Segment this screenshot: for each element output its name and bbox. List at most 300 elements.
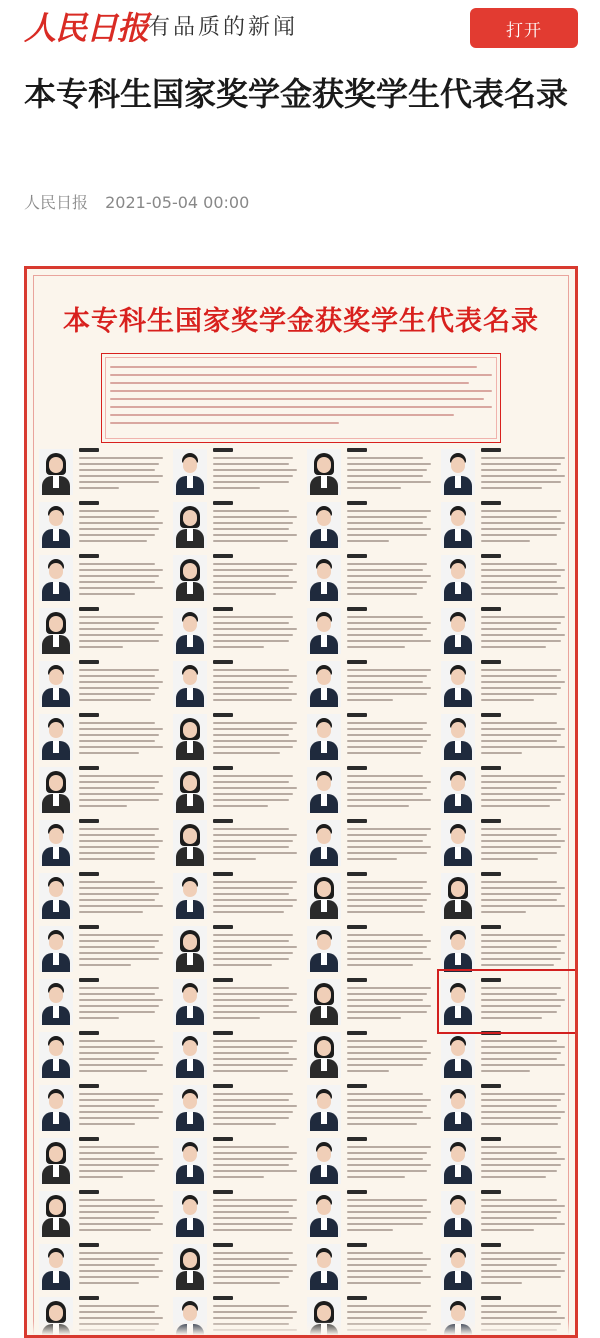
student-card	[37, 551, 171, 604]
student-card	[439, 1134, 573, 1187]
student-bio-line	[481, 1170, 557, 1172]
student-bio-line	[213, 528, 289, 530]
student-card	[37, 975, 171, 1028]
student-bio-line	[347, 516, 427, 518]
student-bio-line	[79, 952, 163, 954]
student-bio-line	[347, 746, 423, 748]
student-bio-line	[481, 787, 557, 789]
open-app-button[interactable]: 打开	[470, 8, 578, 48]
student-bio-line	[347, 752, 421, 754]
student-bio-line	[213, 740, 297, 742]
student-bio-line	[213, 999, 293, 1001]
student-name-mark	[347, 554, 367, 558]
student-bio-line	[79, 1217, 155, 1219]
student-bio-line	[347, 1317, 423, 1319]
student-bio-line	[213, 993, 297, 995]
student-bio-line	[347, 540, 389, 542]
student-bio-line	[213, 1217, 297, 1219]
student-bio-line	[213, 828, 289, 830]
student-bio-line	[213, 793, 293, 795]
student-bio-line	[213, 640, 289, 642]
student-bio-line	[481, 1040, 557, 1042]
student-bio-line	[79, 540, 147, 542]
student-bio-line	[481, 964, 554, 966]
student-bio-line	[79, 1058, 155, 1060]
student-bio-line	[347, 575, 431, 577]
student-bio-line	[213, 1070, 288, 1072]
student-bio-line	[213, 1252, 293, 1254]
student-photo	[39, 820, 73, 866]
student-photo	[173, 926, 207, 972]
student-bio-line	[347, 1276, 431, 1278]
student-photo	[173, 1032, 207, 1078]
student-bio-line	[347, 1252, 423, 1254]
student-bio-line	[213, 646, 264, 648]
student-bio-line	[481, 457, 565, 459]
student-bio-line	[481, 1093, 565, 1095]
student-bio-line	[347, 1199, 427, 1201]
student-card	[37, 1240, 171, 1293]
student-bio-line	[213, 1211, 289, 1213]
student-bio-line	[213, 1170, 297, 1172]
student-name-mark	[79, 1190, 99, 1194]
student-bio-line	[347, 1152, 427, 1154]
student-name-mark	[347, 1243, 367, 1247]
student-bio-line	[347, 781, 431, 783]
student-bio-line	[213, 581, 297, 583]
student-bio-line	[347, 728, 423, 730]
student-card	[171, 869, 305, 922]
student-photo	[39, 1191, 73, 1237]
student-bio-line	[347, 1005, 431, 1007]
student-name-mark	[213, 1137, 233, 1141]
student-card	[171, 657, 305, 710]
student-bio-line	[481, 722, 557, 724]
student-name-mark	[347, 713, 367, 717]
student-bio-line	[347, 805, 409, 807]
student-bio-line	[481, 1176, 546, 1178]
student-bio-line	[347, 1123, 417, 1125]
student-name-mark	[79, 872, 99, 876]
student-card	[37, 1134, 171, 1187]
student-bio-line	[481, 569, 565, 571]
student-name-mark	[347, 766, 367, 770]
student-bio-line	[79, 911, 143, 913]
intro-text-line	[110, 422, 339, 424]
student-name-mark	[79, 1243, 99, 1247]
student-bio-line	[213, 781, 289, 783]
student-bio-line	[213, 540, 288, 542]
student-bio-line	[79, 899, 155, 901]
student-card	[171, 763, 305, 816]
student-bio-line	[213, 934, 293, 936]
student-bio-line	[481, 616, 565, 618]
student-bio-line	[79, 1176, 123, 1178]
student-bio-line	[79, 681, 163, 683]
student-bio-line	[481, 693, 557, 695]
student-card	[439, 657, 573, 710]
student-bio-line	[79, 1146, 159, 1148]
student-bio-line	[213, 681, 293, 683]
student-card	[439, 1028, 573, 1081]
student-bio-line	[347, 1264, 427, 1266]
student-bio-line	[481, 840, 565, 842]
student-bio-line	[347, 840, 423, 842]
student-bio-line	[79, 805, 127, 807]
student-bio-line	[347, 687, 431, 689]
student-name-mark	[347, 978, 367, 982]
student-bio-line	[79, 1252, 163, 1254]
student-bio-line	[213, 1164, 289, 1166]
student-bio-line	[347, 1282, 421, 1284]
student-name-mark	[481, 872, 501, 876]
student-bio-line	[481, 740, 557, 742]
student-card	[305, 1028, 439, 1081]
student-bio-line	[347, 887, 423, 889]
student-photo	[39, 661, 73, 707]
student-name-mark	[213, 1084, 233, 1088]
student-bio-line	[481, 1264, 557, 1266]
student-card	[171, 710, 305, 763]
student-photo	[173, 1085, 207, 1131]
student-bio-line	[79, 622, 159, 624]
student-bio-line	[347, 1011, 427, 1013]
student-name-mark	[213, 713, 233, 717]
student-photo	[173, 873, 207, 919]
student-bio-line	[213, 463, 289, 465]
student-bio-line	[347, 675, 427, 677]
student-bio-line	[347, 934, 423, 936]
student-photo	[39, 1244, 73, 1290]
student-bio-line	[213, 1040, 297, 1042]
student-bio-line	[481, 699, 534, 701]
student-bio-line	[213, 699, 292, 701]
student-bio-line	[213, 1017, 260, 1019]
student-photo	[441, 661, 475, 707]
student-photo	[39, 502, 73, 548]
student-bio-line	[347, 958, 431, 960]
student-bio-line	[481, 1335, 550, 1337]
student-bio-line	[347, 881, 427, 883]
student-bio-line	[481, 581, 557, 583]
student-bio-line	[79, 905, 163, 907]
student-card	[305, 1187, 439, 1240]
student-photo	[307, 926, 341, 972]
student-photo	[39, 1138, 73, 1184]
student-bio-line	[79, 1211, 159, 1213]
student-name-mark	[79, 1137, 99, 1141]
article-source: 人民日报	[24, 193, 89, 212]
student-photo	[307, 1191, 341, 1237]
student-bio-line	[213, 669, 289, 671]
student-bio-line	[347, 734, 431, 736]
student-bio-line	[213, 1093, 293, 1095]
student-bio-line	[347, 563, 427, 565]
student-bio-line	[79, 516, 155, 518]
student-bio-line	[481, 1164, 561, 1166]
student-bio-line	[481, 893, 561, 895]
student-photo	[307, 1085, 341, 1131]
student-bio-line	[347, 787, 427, 789]
top-bar	[0, 0, 600, 56]
student-bio-line	[347, 946, 427, 948]
student-bio-line	[347, 964, 413, 966]
student-bio-line	[79, 1276, 159, 1278]
student-bio-line	[79, 1046, 163, 1048]
student-bio-line	[213, 487, 260, 489]
student-name-mark	[213, 607, 233, 611]
student-bio-line	[79, 687, 159, 689]
student-bio-line	[213, 1176, 264, 1178]
student-photo	[307, 608, 341, 654]
student-card	[439, 551, 573, 604]
student-bio-line	[347, 463, 431, 465]
student-name-mark	[481, 1137, 501, 1141]
student-name-mark	[347, 925, 367, 929]
student-bio-line	[481, 1205, 565, 1207]
student-bio-line	[481, 1052, 561, 1054]
student-bio-line	[79, 1199, 155, 1201]
student-bio-line	[79, 1170, 155, 1172]
student-bio-line	[347, 1311, 427, 1313]
student-bio-line	[213, 1146, 289, 1148]
student-bio-line	[79, 646, 123, 648]
student-bio-line	[79, 1205, 163, 1207]
student-photo	[307, 820, 341, 866]
student-bio-line	[481, 669, 561, 671]
student-card	[439, 498, 573, 551]
student-photo	[441, 1191, 475, 1237]
student-bio-line	[347, 522, 423, 524]
student-bio-line	[481, 1152, 557, 1154]
student-card	[305, 710, 439, 763]
student-bio-line	[347, 775, 423, 777]
student-bio-line	[347, 858, 397, 860]
student-photo	[307, 1138, 341, 1184]
student-photo	[307, 979, 341, 1025]
student-name-mark	[79, 607, 99, 611]
student-bio-line	[347, 616, 423, 618]
student-bio-line	[481, 1070, 530, 1072]
intro-text-line	[110, 414, 454, 416]
student-photo	[39, 608, 73, 654]
poster-image[interactable]	[24, 266, 578, 1338]
student-bio-line	[213, 475, 293, 477]
student-bio-line	[347, 1258, 431, 1260]
student-bio-line	[213, 1158, 293, 1160]
student-card	[305, 922, 439, 975]
student-card	[305, 1240, 439, 1293]
student-bio-line	[213, 569, 293, 571]
student-bio-line	[347, 1176, 405, 1178]
student-card	[37, 1028, 171, 1081]
student-bio-line	[79, 1258, 159, 1260]
student-bio-line	[481, 510, 561, 512]
student-bio-line	[79, 740, 155, 742]
student-card	[37, 657, 171, 710]
student-bio-line	[481, 487, 542, 489]
student-bio-line	[347, 999, 423, 1001]
student-bio-line	[481, 946, 557, 948]
student-bio-line	[79, 522, 163, 524]
student-bio-line	[213, 616, 293, 618]
student-bio-line	[79, 1229, 151, 1231]
student-bio-line	[481, 587, 565, 589]
student-bio-line	[481, 1105, 557, 1107]
student-bio-line	[213, 881, 297, 883]
student-bio-line	[213, 457, 293, 459]
student-bio-line	[481, 575, 561, 577]
student-photo	[441, 1085, 475, 1131]
student-bio-line	[79, 828, 159, 830]
student-bio-line	[213, 905, 293, 907]
student-bio-line	[481, 634, 565, 636]
student-bio-line	[213, 899, 297, 901]
student-bio-line	[213, 1229, 292, 1231]
student-card	[37, 604, 171, 657]
student-bio-line	[79, 1223, 163, 1225]
student-bio-line	[347, 952, 423, 954]
student-bio-line	[79, 728, 163, 730]
student-card	[37, 763, 171, 816]
student-bio-line	[79, 781, 159, 783]
student-card	[305, 1081, 439, 1134]
student-bio-line	[213, 987, 289, 989]
student-photo	[173, 555, 207, 601]
student-photo	[307, 767, 341, 813]
student-photo	[39, 1085, 73, 1131]
student-bio-line	[481, 622, 561, 624]
student-photo	[39, 1032, 73, 1078]
student-name-mark	[481, 607, 501, 611]
student-card	[171, 1240, 305, 1293]
student-bio-line	[347, 1223, 423, 1225]
student-bio-line	[347, 510, 431, 512]
student-name-mark	[79, 978, 99, 982]
student-bio-line	[79, 699, 151, 701]
student-bio-line	[213, 734, 289, 736]
student-bio-line	[79, 1305, 159, 1307]
student-bio-line	[79, 534, 155, 536]
student-photo	[441, 1244, 475, 1290]
student-card	[305, 975, 439, 1028]
student-bio-line	[79, 1270, 163, 1272]
student-bio-line	[481, 746, 565, 748]
student-card	[171, 1187, 305, 1240]
student-bio-line	[79, 1064, 163, 1066]
student-photo	[307, 1244, 341, 1290]
student-photo	[307, 714, 341, 760]
student-bio-line	[79, 752, 139, 754]
student-card	[37, 445, 171, 498]
student-bio-line	[79, 675, 155, 677]
student-photo	[441, 449, 475, 495]
student-bio-line	[213, 1270, 293, 1272]
student-name-mark	[213, 1031, 233, 1035]
student-bio-line	[347, 846, 431, 848]
student-bio-line	[79, 1005, 159, 1007]
student-bio-line	[347, 1170, 427, 1172]
student-bio-line	[79, 799, 159, 801]
student-card	[37, 922, 171, 975]
student-bio-line	[79, 457, 163, 459]
student-photo	[39, 926, 73, 972]
student-bio-line	[79, 987, 159, 989]
student-bio-line	[213, 534, 297, 536]
student-bio-line	[481, 899, 557, 901]
student-bio-line	[481, 1229, 534, 1231]
student-bio-line	[347, 628, 427, 630]
student-bio-line	[347, 911, 425, 913]
student-name-mark	[347, 1031, 367, 1035]
student-card	[305, 445, 439, 498]
student-bio-line	[481, 481, 561, 483]
student-bio-line	[213, 563, 297, 565]
student-bio-line	[481, 775, 565, 777]
student-bio-line	[347, 669, 431, 671]
student-bio-line	[481, 1217, 557, 1219]
student-bio-line	[481, 799, 561, 801]
student-bio-line	[347, 693, 427, 695]
student-bio-line	[481, 1223, 565, 1225]
student-name-mark	[213, 554, 233, 558]
student-bio-line	[79, 1117, 159, 1119]
student-bio-line	[347, 681, 423, 683]
student-name-mark	[213, 1243, 233, 1247]
student-bio-line	[481, 1111, 565, 1113]
student-bio-line	[347, 1211, 431, 1213]
intro-text-line	[110, 390, 492, 392]
student-bio-line	[213, 587, 293, 589]
student-photo	[307, 502, 341, 548]
student-bio-line	[79, 1040, 155, 1042]
student-bio-line	[481, 1199, 557, 1201]
student-card	[439, 1187, 573, 1240]
student-photo	[307, 449, 341, 495]
student-bio-line	[347, 1040, 427, 1042]
student-bio-line	[347, 1117, 431, 1119]
student-bio-line	[79, 934, 163, 936]
student-bio-line	[79, 1335, 127, 1337]
student-photo	[441, 873, 475, 919]
student-bio-line	[481, 1317, 565, 1319]
student-bio-line	[213, 510, 289, 512]
student-bio-line	[481, 793, 565, 795]
brand-logo[interactable]: 人民日报	[24, 9, 149, 47]
student-bio-line	[213, 946, 297, 948]
student-name-mark	[481, 925, 501, 929]
student-bio-line	[347, 722, 427, 724]
student-photo	[173, 449, 207, 495]
student-name-mark	[347, 448, 367, 452]
student-bio-line	[79, 481, 159, 483]
student-bio-line	[481, 1117, 561, 1119]
student-bio-line	[347, 699, 393, 701]
student-name-mark	[347, 1084, 367, 1088]
student-card	[439, 1240, 573, 1293]
student-bio-line	[481, 640, 561, 642]
student-photo	[39, 979, 73, 1025]
student-card	[171, 975, 305, 1028]
student-bio-line	[79, 746, 163, 748]
student-bio-line	[347, 834, 427, 836]
student-bio-line	[347, 534, 427, 536]
student-bio-line	[481, 540, 530, 542]
student-bio-line	[481, 881, 557, 883]
student-bio-line	[213, 911, 284, 913]
student-bio-line	[213, 469, 297, 471]
student-name-mark	[347, 872, 367, 876]
